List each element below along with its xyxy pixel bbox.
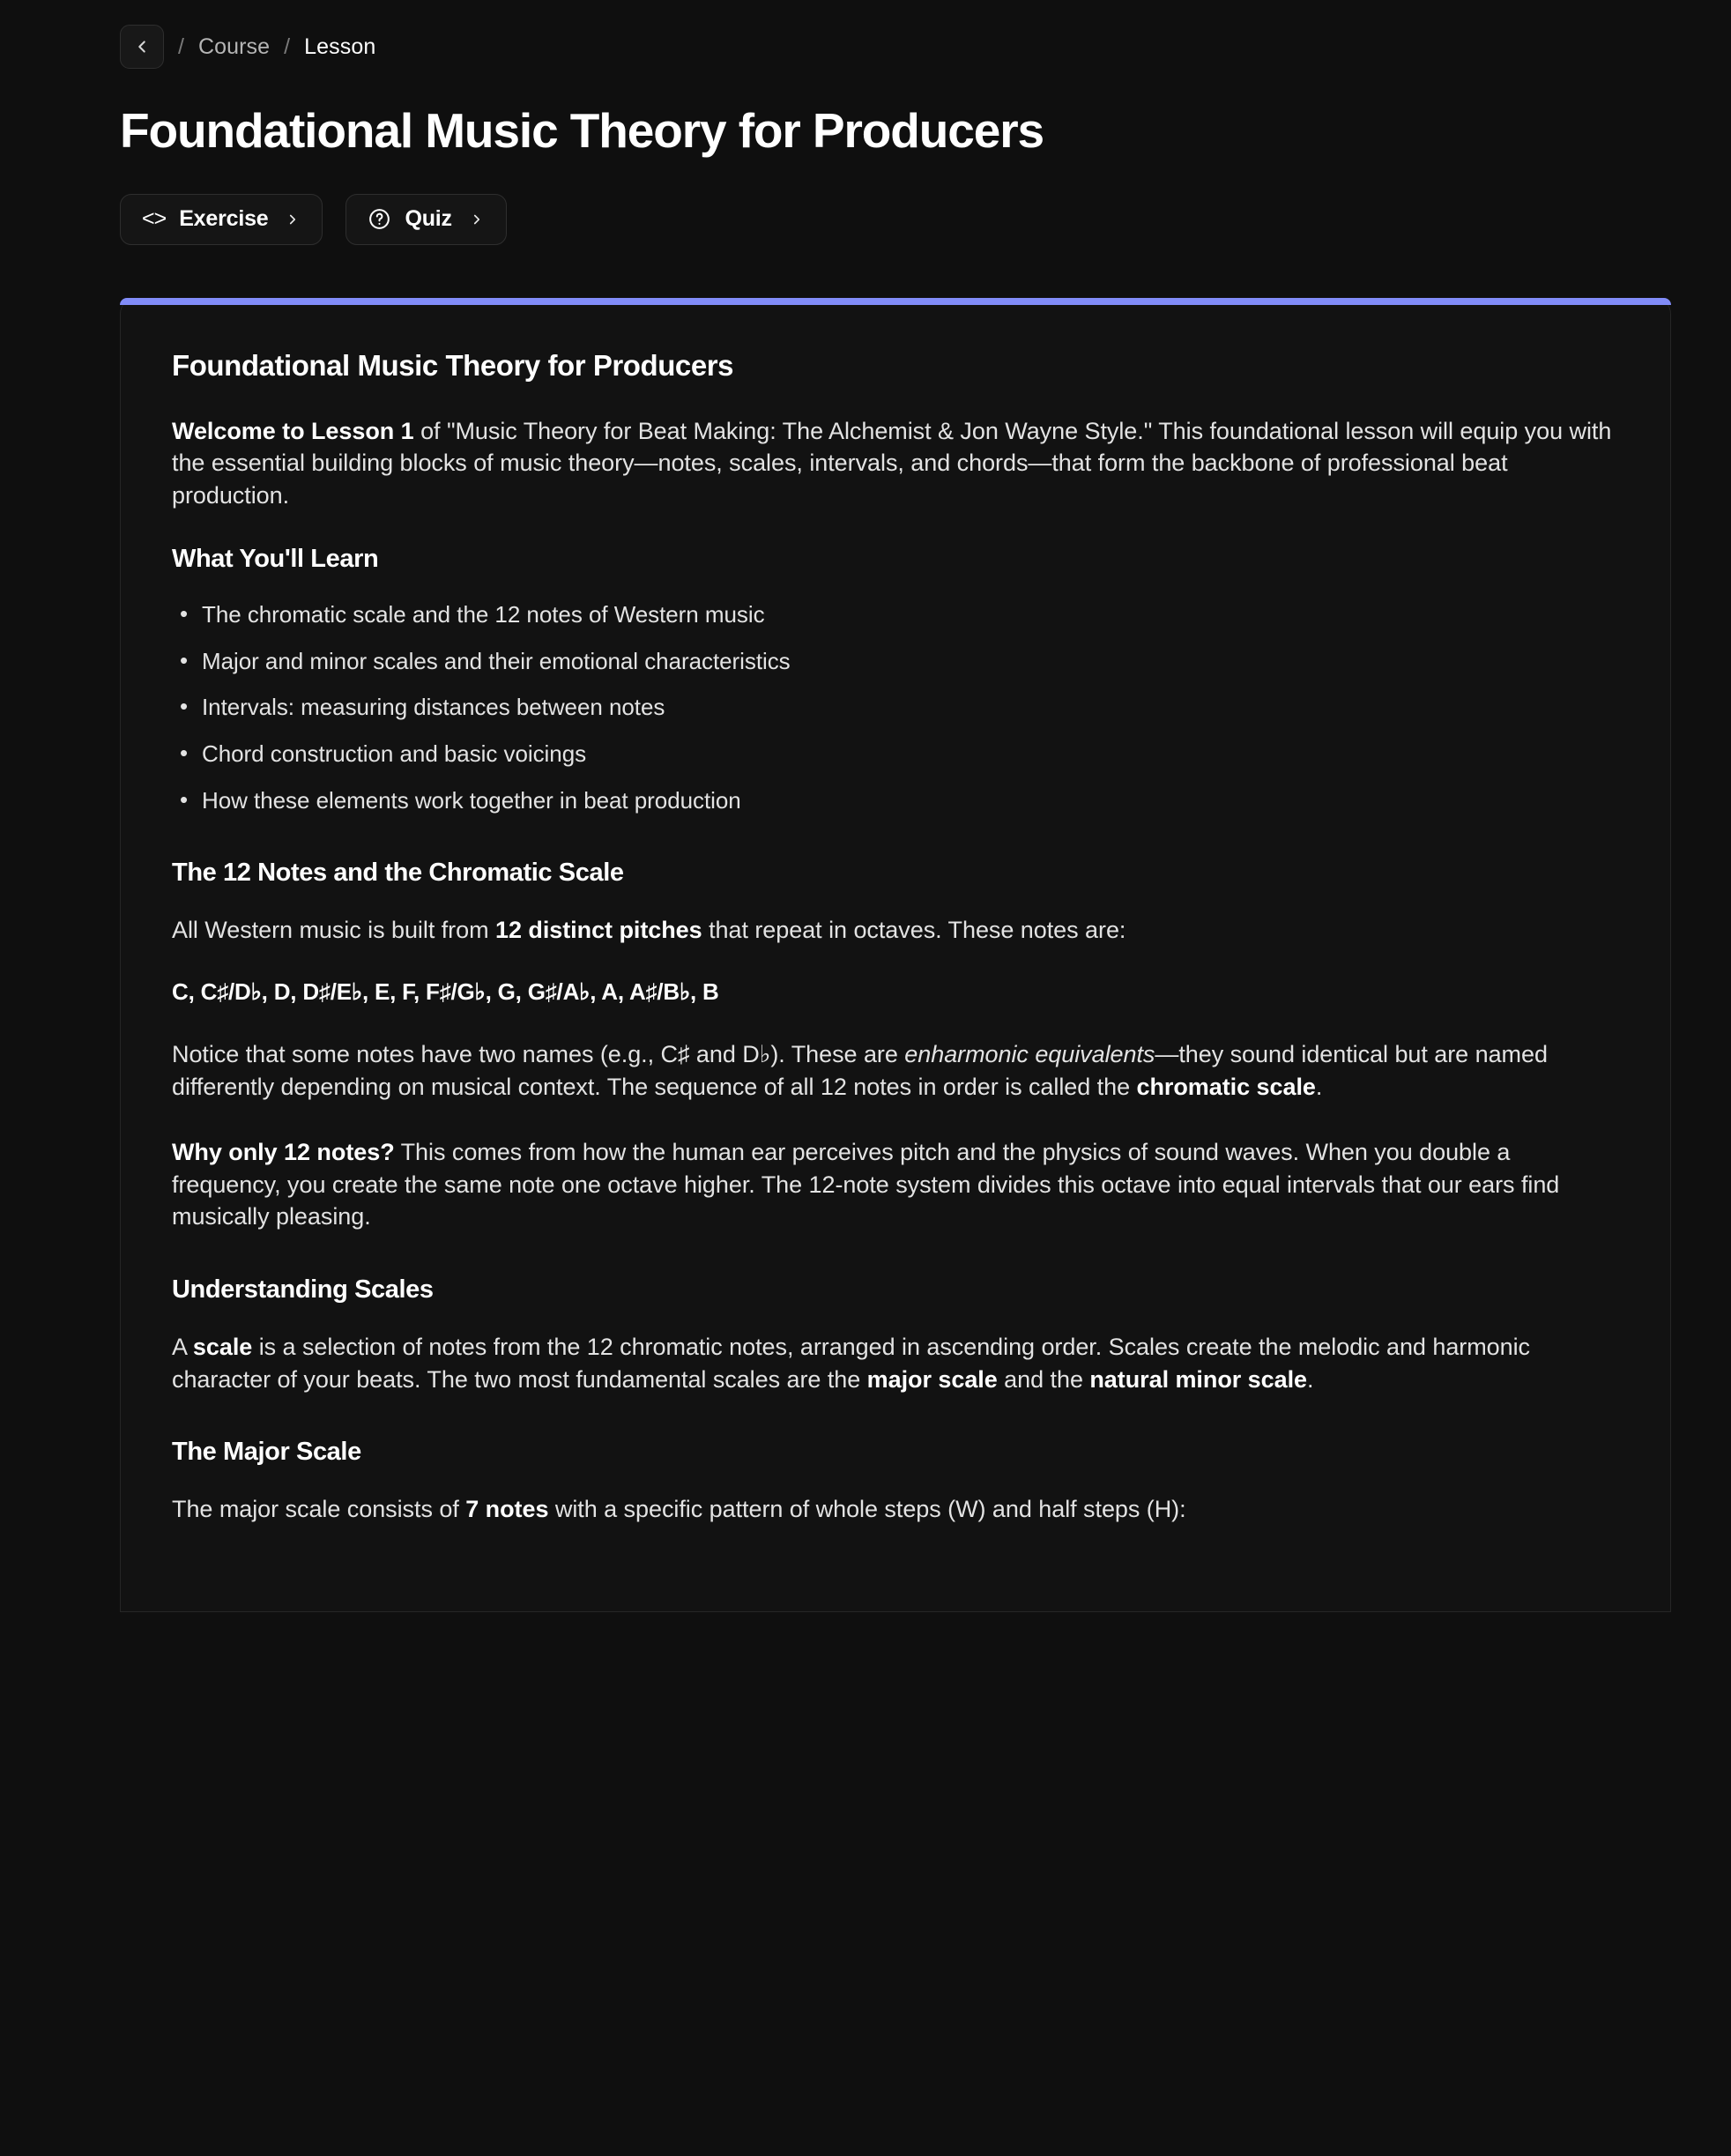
enharmonic-p2-a: Notice that some notes have two names (e.g., C♯ and D♭). These are [172, 1041, 905, 1068]
chromatic-p1-bold: 12 distinct pitches [495, 916, 702, 943]
chromatic-scale-bold: chromatic scale [1136, 1074, 1316, 1101]
list-item: • How these elements work together in beat production [172, 786, 1619, 816]
breadcrumb-separator-2: / [284, 33, 291, 59]
lesson-content-card [120, 298, 1671, 1613]
chevron-right-icon [469, 212, 485, 227]
why-twelve-notes-paragraph [172, 1136, 1619, 1233]
chromatic-note-list: C, C♯/D♭, D, D♯/E♭, E, F, F♯/G♭, G, G♯/A♭, A, A♯/B♭, B [172, 978, 719, 1006]
scales-p1-a: A [172, 1334, 193, 1361]
major-scale-paragraph [172, 1493, 1619, 1526]
section-chromatic-scale-heading: The 12 Notes and the Chromatic Scale [172, 858, 624, 887]
page-title: Foundational Music Theory for Producers [120, 103, 1044, 158]
list-item: • The chromatic scale and the 12 notes of Western music [172, 600, 1619, 630]
enharmonic-p2-b: —they sound identical but are named differently depending on musical context. The sequence of all 12 notes in order is called the [172, 1041, 1548, 1101]
exercise-button-label: Exercise [179, 206, 269, 232]
quiz-button[interactable] [345, 194, 506, 245]
major-p1-b: with a specific pattern of whole steps (W) and half steps (H): [548, 1496, 1186, 1523]
question-circle-icon [368, 207, 391, 231]
enharmonic-p2-c: . [1315, 1074, 1323, 1101]
quiz-button-label: Quiz [405, 206, 452, 232]
why-twelve-notes-bold: Why only 12 notes? [172, 1138, 395, 1165]
back-button[interactable] [120, 25, 164, 69]
intro-bold-lead: Welcome to Lesson 1 [172, 417, 414, 444]
section-understanding-scales-heading: Understanding Scales [172, 1275, 434, 1305]
chevron-left-icon [132, 37, 152, 56]
section-major-scale-heading: The Major Scale [172, 1438, 361, 1467]
major-p1-a: The major scale consists of [172, 1496, 466, 1523]
exercise-button[interactable] [120, 194, 323, 245]
list-item: • Intervals: measuring distances between notes [172, 693, 1619, 723]
code-brackets-icon: <> [142, 206, 167, 232]
scales-p1-c: and the [997, 1365, 1090, 1393]
scales-paragraph [172, 1331, 1619, 1395]
chromatic-intro-paragraph [172, 914, 1619, 947]
scales-p1-d: . [1307, 1365, 1314, 1393]
lesson-actions [120, 194, 1731, 245]
breadcrumb-item-course[interactable]: Course [197, 33, 271, 59]
natural-minor-scale-bold: natural minor scale [1089, 1365, 1307, 1393]
enharmonic-paragraph [172, 1038, 1619, 1103]
scales-p1-b: is a selection of notes from the 12 chromatic notes, arranged in ascending order. Scales create the melodic and harmonic character of your beats. The two most fundamental scales are the [172, 1334, 1530, 1393]
what-youll-learn-list [172, 600, 1619, 816]
lesson-intro-paragraph [172, 415, 1619, 512]
lesson-card-title: Foundational Music Theory for Producers [172, 348, 734, 382]
chevron-right-icon [285, 212, 301, 227]
breadcrumb-separator-1: / [178, 33, 184, 59]
list-item: • Chord construction and basic voicings [172, 740, 1619, 769]
why-twelve-notes-rest: This comes from how the human ear perceives pitch and the physics of sound waves. When you double a frequency, you create the same note one octave higher. The 12-note system divides this octave into equal intervals that our ears find musically pleasing. [172, 1138, 1560, 1230]
chromatic-p1-a: All Western music is built from [172, 916, 495, 943]
chromatic-p1-c: that repeat in octaves. These notes are: [702, 916, 1126, 943]
intro-rest: of "Music Theory for Beat Making: The Alchemist & Jon Wayne Style." This foundational lesson will equip you with the essential building blocks of music theory—notes, scales, intervals, and chords—that form the backbone of professional beat production. [172, 417, 1612, 509]
major-scale-bold: major scale [866, 1365, 998, 1393]
seven-notes-bold: 7 notes [465, 1496, 549, 1523]
scale-bold: scale [192, 1334, 253, 1361]
breadcrumb [0, 0, 1731, 59]
list-item: • Major and minor scales and their emotional characteristics [172, 647, 1619, 677]
enharmonic-emphasis: enharmonic equivalents [904, 1041, 1155, 1068]
card-accent-bar [120, 298, 1671, 305]
breadcrumb-item-lesson: Lesson [304, 33, 376, 59]
section-what-youll-learn-heading: What You'll Learn [172, 544, 379, 573]
